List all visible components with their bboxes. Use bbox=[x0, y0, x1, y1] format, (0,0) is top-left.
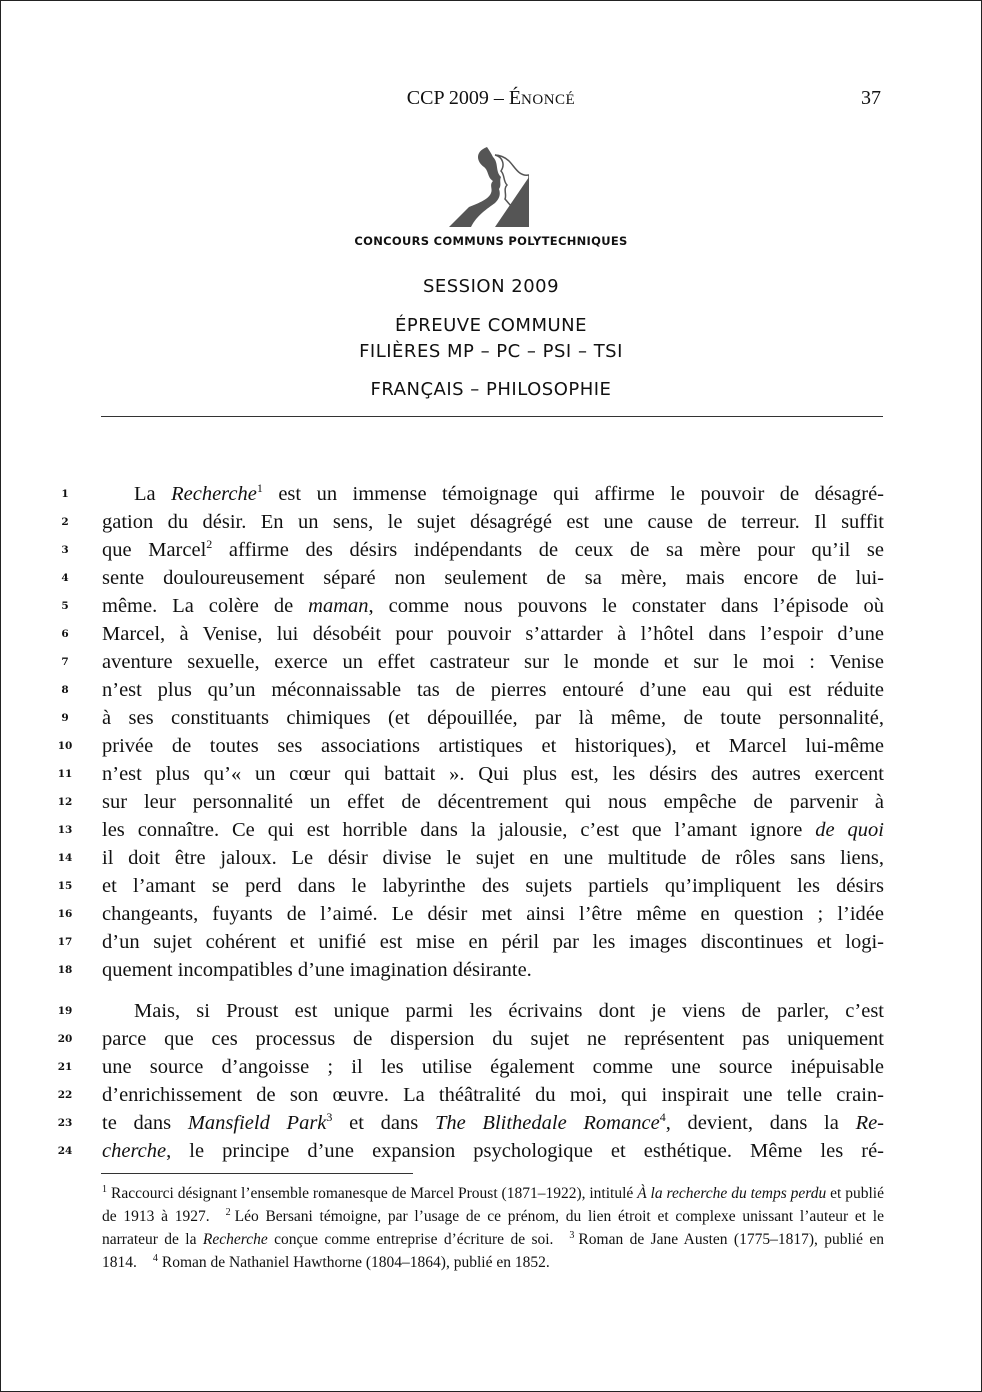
text-line: Marcel, à Venise, lui désobéit pour pouvoir s’attarder à l’hôtel dans l’espoir d’une bbox=[102, 623, 884, 645]
text-line: La Recherche$^1$ est un immense témoignage qui affirme le pouvoir de désagré- bbox=[134, 481, 885, 505]
line-number: 19 bbox=[57, 1005, 73, 1017]
text-line: à ses constituants chimiques (et dépouillée, par là même, de toute personnalité, bbox=[102, 707, 884, 729]
text-line: sente douloureusement séparé non seulement de sa mère, mais encore de lui- bbox=[102, 567, 884, 589]
line-number: 3 bbox=[61, 544, 69, 556]
line-number: 1 bbox=[61, 488, 69, 500]
footnote-mark: 1 bbox=[102, 1183, 107, 1195]
exam-discipline: FRANÇAIS – PHILOSOPHIE bbox=[370, 379, 612, 400]
line-number: 7 bbox=[61, 656, 69, 668]
line-number: 17 bbox=[57, 936, 73, 948]
text-line: gation du désir. En un sens, le sujet désagrégé est une cause de terreur. Il suffit bbox=[102, 511, 884, 533]
line-number: 5 bbox=[61, 600, 69, 612]
text-line: et l’amant se perd dans le labyrinthe des sujets partiels qu’impliquent les désirs bbox=[102, 875, 884, 897]
line-number: 14 bbox=[57, 852, 73, 864]
footnote-mark: 4 bbox=[152, 1252, 158, 1264]
footnote-mark: 2 bbox=[225, 1206, 231, 1218]
exam-filieres: FILIÈRES MP – PC – PSI – TSI bbox=[359, 341, 623, 362]
text-line: que Marcel$^2$ affirme des désirs indépendants de ceux de sa mère pour qu’il se bbox=[102, 537, 884, 561]
footnote-mark: 3 bbox=[569, 1229, 575, 1241]
line-number: 24 bbox=[57, 1145, 73, 1157]
exam-epreuve: ÉPREUVE COMMUNE bbox=[395, 315, 587, 336]
logo-caption: CONCOURS COMMUNS POLYTECHNIQUES bbox=[354, 234, 628, 248]
text-line: parce que ces processus de dispersion du sujet ne représentent pas uniquement bbox=[102, 1028, 884, 1050]
line-number: 16 bbox=[57, 908, 73, 920]
text-line: une source d’angoisse ; il les utilise également comme une source inépuisable bbox=[102, 1056, 884, 1078]
text-line: cherche, le principe d’une expansion psychologique et esthétique. Même les ré- bbox=[102, 1140, 884, 1162]
text-line: d’enrichissement de son œuvre. La théâtralité du moi, qui inspirait une telle crain- bbox=[102, 1084, 884, 1106]
line-number: 23 bbox=[57, 1117, 73, 1129]
header-rule bbox=[101, 416, 883, 417]
text-line: d’un sujet cohérent et unifié est mise en péril par les images discontinues et logi- bbox=[102, 931, 884, 953]
line-number: 15 bbox=[57, 880, 73, 892]
text-line: changeants, fuyants de l’aimé. Le désir met ainsi l’être même en question ; l’idée bbox=[102, 903, 884, 925]
line-number: 20 bbox=[57, 1033, 73, 1045]
line-number: 2 bbox=[61, 516, 69, 528]
page-number: 37 bbox=[861, 87, 881, 109]
running-title: CCP 2009 – ÉNONCÉ bbox=[406, 87, 576, 109]
text-line: privée de toutes ses associations artistiques et historiques), et Marcel lui-même bbox=[102, 735, 884, 757]
text-line: n’est plus qu’un méconnaissable tas de pierres entouré d’une eau qui est réduite bbox=[102, 679, 884, 701]
line-number: 9 bbox=[61, 712, 69, 724]
footnotes: $^1$ Raccourci désignant l’ensemble romanesque de Marcel Proust (1871–1922), intitulé À la recherche du temps perdu et publié de 1913 à 1927. $^2$ Léo Bersani témoigne, par l’usage de ce prénom, du lien étroit et complexe unissant l’auteur et le narrateur de la Recherche conçue comme entreprise d’écriture de soi. $^3$ Roman de Jane Austen (1775–1817), publié en 1814. $^4$ Roman de Nathaniel Hawthorne (1804–1864), publié en 1852. bbox=[102, 1183, 885, 1271]
line-number: 18 bbox=[57, 964, 73, 976]
line-number: 22 bbox=[57, 1089, 73, 1101]
line-number: 10 bbox=[57, 740, 73, 752]
text-line: il doit être jaloux. Le désir divise le sujet en une multitude de rôles sans liens, bbox=[102, 847, 884, 869]
text-line: les connaître. Ce qui est horrible dans la jalousie, c’est que l’amant ignore de quoi bbox=[102, 819, 884, 841]
line-number: 8 bbox=[61, 684, 69, 696]
line-number: 11 bbox=[57, 768, 73, 780]
text-line: aventure sexuelle, exerce un effet castrateur sur le monde et sur le moi : Venise bbox=[102, 651, 884, 673]
text-line: même. La colère de maman, comme nous pouvons le constater dans l’épisode où bbox=[102, 595, 884, 617]
footnote-rule bbox=[101, 1173, 413, 1174]
text-line: n’est plus qu’« un cœur qui battait ». Qui plus est, les désirs des autres exercent bbox=[102, 763, 884, 785]
faces-profile-logo-icon bbox=[449, 147, 529, 227]
line-number: 13 bbox=[57, 824, 73, 836]
line-number: 12 bbox=[57, 796, 73, 808]
text-line: Mais, si Proust est unique parmi les écrivains dont je viens de parler, c’est bbox=[134, 1000, 884, 1022]
exam-session: SESSION 2009 bbox=[422, 276, 560, 297]
text-line: sur leur personnalité un effet de décentrement qui nous empêche de parvenir à bbox=[102, 791, 884, 813]
line-number: 21 bbox=[57, 1061, 73, 1073]
line-number: 4 bbox=[61, 572, 69, 584]
text-line: te dans Mansfield Park$^3$ et dans The Blithedale Romance$^4$, devient, dans la Re- bbox=[102, 1110, 885, 1134]
text-line: quement incompatibles d’une imagination désirante. bbox=[102, 959, 532, 981]
line-number: 6 bbox=[61, 628, 69, 640]
